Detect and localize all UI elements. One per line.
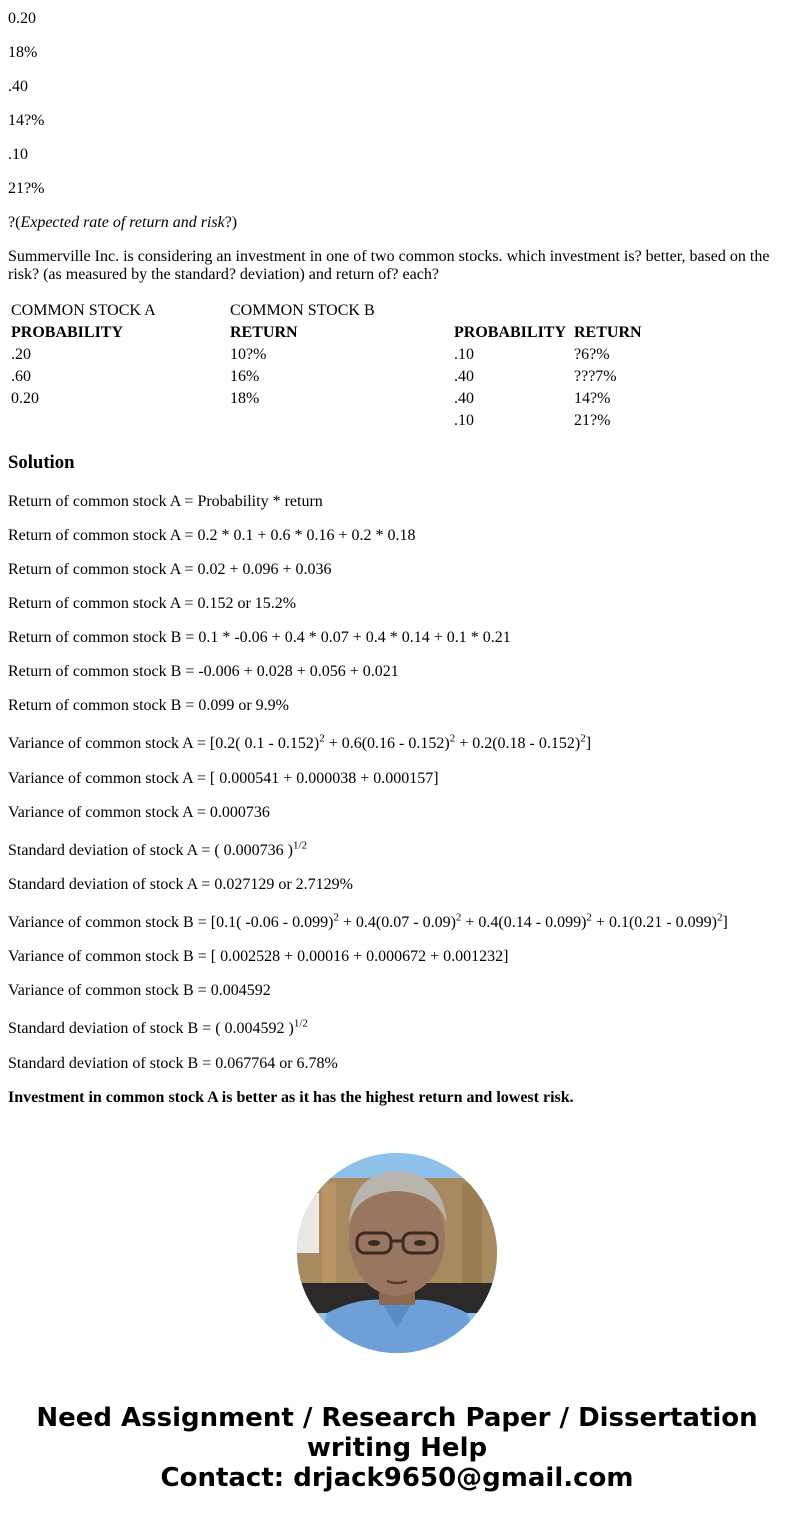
sd-a-result: Standard deviation of stock A = 0.027129 or 2.7129% xyxy=(8,876,353,893)
variance-b-formula: Variance of common stock B = [0.1( -0.06 - 0.099)$^2$ + 0.4(0.07 - 0.09)$^2$ + 0.4(0.14 - 0.099)$^2$ + 0.1(0.21 - 0.099)$^2$] xyxy=(8,911,728,931)
column-header: PROBABILITY xyxy=(454,324,567,341)
table-cell: 21?% xyxy=(574,412,611,429)
fragment-line: 0.20 xyxy=(8,10,36,27)
table-cell: 10?% xyxy=(230,346,267,363)
table-row xyxy=(11,344,694,366)
question-topic: ?(Expected rate of return and risk?) xyxy=(8,214,238,231)
sd-a-formula: Standard deviation of stock A = ( 0.000736 )$^{1/2}$ xyxy=(8,839,308,859)
variance-a-formula: Variance of common stock A = [0.2( 0.1 - 0.152)$^2$ + 0.6(0.16 - 0.152)$^2$ + 0.2(0.18 - 0.152)$^2$] xyxy=(8,732,592,752)
table-cell: .10 xyxy=(454,346,474,363)
table-title-row xyxy=(11,300,694,322)
sd-b-formula: Standard deviation of stock B = ( 0.004592 )$^{1/2}$ xyxy=(8,1017,308,1037)
stock-b-title: COMMON STOCK B xyxy=(230,302,375,319)
question-body: Summerville Inc. is considering an investment in one of two common stocks. which investment is? better, based on the risk? (as measured by the standard? deviation) and return of? each? xyxy=(8,248,770,283)
sd-b-result: Standard deviation of stock B = 0.067764 or 6.78% xyxy=(8,1055,338,1072)
solution-line: Return of common stock B = 0.099 or 9.9% xyxy=(8,697,289,714)
table-cell: .60 xyxy=(11,368,31,385)
solution-line: Return of common stock A = 0.152 or 15.2% xyxy=(8,595,297,612)
solution-line: Return of common stock B = 0.1 * -0.06 + 0.4 * 0.07 + 0.4 * 0.14 + 0.1 * 0.21 xyxy=(8,629,511,646)
column-header: RETURN xyxy=(574,324,642,341)
table-cell: 16% xyxy=(230,368,260,385)
fragment-line: 14?% xyxy=(8,112,45,129)
portrait-icon xyxy=(297,1153,497,1353)
variance-b-result: Variance of common stock B = 0.004592 xyxy=(8,982,271,999)
column-header: PROBABILITY xyxy=(11,324,124,341)
table-cell: .20 xyxy=(11,346,31,363)
table-row xyxy=(11,388,694,410)
table-cell: ?6?% xyxy=(574,346,610,363)
footer-line-2: writing Help xyxy=(306,1433,488,1463)
table-cell: .10 xyxy=(454,412,474,429)
footer-contact-line: Contact: drjack9650@gmail.com xyxy=(160,1463,634,1493)
solution-line: Return of common stock A = 0.2 * 0.1 + 0.6 * 0.16 + 0.2 * 0.18 xyxy=(8,527,416,544)
table-cell: 14?% xyxy=(574,390,611,407)
solution-line: Return of common stock A = 0.02 + 0.096 + 0.036 xyxy=(8,561,332,578)
fragment-line: 21?% xyxy=(8,180,45,197)
conclusion: Investment in common stock A is better as it has the highest return and lowest risk. xyxy=(8,1089,574,1106)
fragment-line: .40 xyxy=(8,78,28,95)
footer-line-1: Need Assignment / Research Paper / Dissertation xyxy=(36,1403,758,1433)
table-header-row xyxy=(11,322,694,344)
table-cell: 18% xyxy=(230,390,260,407)
table-row xyxy=(11,410,694,432)
fragment-line: 18% xyxy=(8,44,38,61)
variance-a-terms: Variance of common stock A = [ 0.000541 + 0.000038 + 0.000157] xyxy=(8,770,439,787)
stock-data-table xyxy=(8,300,697,432)
solution-line: Return of common stock B = -0.006 + 0.028 + 0.056 + 0.021 xyxy=(8,663,399,680)
table-cell: 0.20 xyxy=(11,390,39,407)
solution-heading: Solution xyxy=(8,452,75,473)
table-row xyxy=(11,366,694,388)
table-cell xyxy=(230,410,451,432)
author-avatar xyxy=(297,1153,497,1353)
column-header: RETURN xyxy=(230,324,298,341)
fragment-line: .10 xyxy=(8,146,28,163)
variance-b-terms: Variance of common stock B = [ 0.002528 + 0.00016 + 0.000672 + 0.001232] xyxy=(8,948,509,965)
variance-a-result: Variance of common stock A = 0.000736 xyxy=(8,804,270,821)
table-cell xyxy=(11,410,227,432)
question-topic-title: Expected rate of return and risk xyxy=(20,214,225,231)
table-cell: .40 xyxy=(454,368,474,385)
solution-line: Return of common stock A = Probability * return xyxy=(8,493,323,510)
table-cell: ???7% xyxy=(574,368,617,385)
contact-footer xyxy=(0,1403,794,1493)
stock-a-title: COMMON STOCK A xyxy=(11,302,156,319)
table-cell: .40 xyxy=(454,390,474,407)
